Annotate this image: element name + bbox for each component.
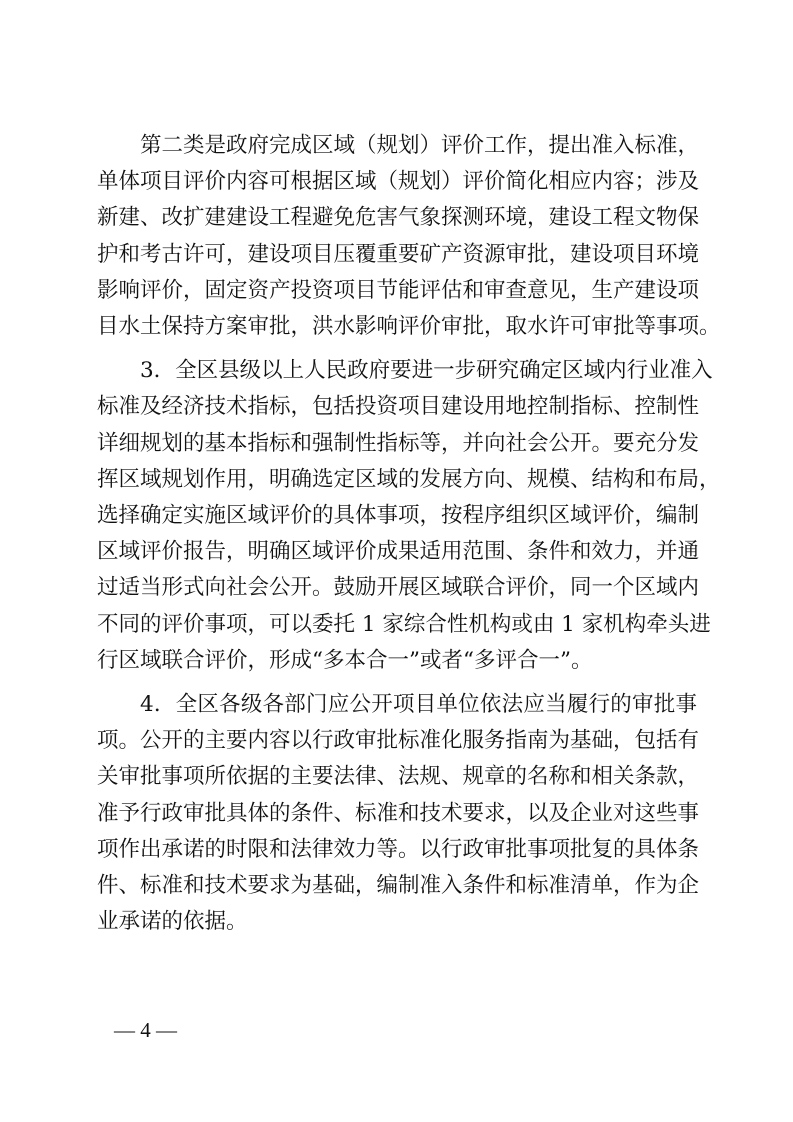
text-line: 件、标准和技术要求为基础，编制准入条件和标准清单，作为企 (97, 873, 700, 898)
text-line: 项作出承诺的时限和法律效力等。以行政审批事项批复的具体条 (97, 837, 700, 862)
text-line: 过适当形式向社会公开。鼓励开展区域联合评价，同一个区域内 (97, 575, 700, 600)
text-line: 新建、改扩建建设工程避免危害气象探测环境，建设工程文物保 (97, 205, 700, 230)
text-line: 单体项目评价内容可根据区域（规划）评价简化相应内容；涉及 (97, 169, 700, 194)
text-line: 详细规划的基本指标和强制性指标等，并向社会公开。要充分发 (97, 431, 700, 456)
text-line: 行区域联合评价，形成“多本合一”或者“多评合一”。 (97, 648, 593, 673)
text-line: 挥区域规划作用，明确选定区域的发展方向、规模、结构和布局， (97, 467, 721, 492)
text-line: 目水土保持方案审批，洪水影响评价审批，取水许可审批等事项。 (97, 314, 721, 339)
text-line: 业承诺的依据。 (97, 909, 248, 934)
text-line: 选择确定实施区域评价的具体事项，按程序组织区域评价，编制 (97, 503, 700, 528)
text-line: 护和考古许可，建设项目压覆重要矿产资源审批，建设项目环境 (97, 242, 700, 267)
page-number: — 4 — (114, 1018, 177, 1042)
text-line: 项。公开的主要内容以行政审批标准化服务指南为基础，包括有 (97, 728, 700, 753)
text-line: 不同的评价事项，可以委托 1 家综合性机构或由 1 家机构牵头进 (97, 612, 711, 637)
text-line: 4．全区各级各部门应公开项目单位依法应当履行的审批事 (140, 692, 697, 717)
text-line: 准予行政审批具体的条件、标准和技术要求，以及企业对这些事 (97, 801, 700, 826)
text-line: 影响评价，固定资产投资项目节能评估和审查意见，生产建设项 (97, 278, 700, 303)
text-line: 区域评价报告，明确区域评价成果适用范围、条件和效力，并通 (97, 539, 700, 564)
text-line: 关审批事项所依据的主要法律、法规、规章的名称和相关条款， (97, 764, 700, 789)
text-line: 标准及经济技术指标，包括投资项目建设用地控制指标、控制性 (97, 394, 700, 419)
text-line: 3．全区县级以上人民政府要进一步研究确定区域内行业准入 (140, 358, 713, 383)
text-line: 第二类是政府完成区域（规划）评价工作，提出准入标准， (140, 133, 700, 158)
